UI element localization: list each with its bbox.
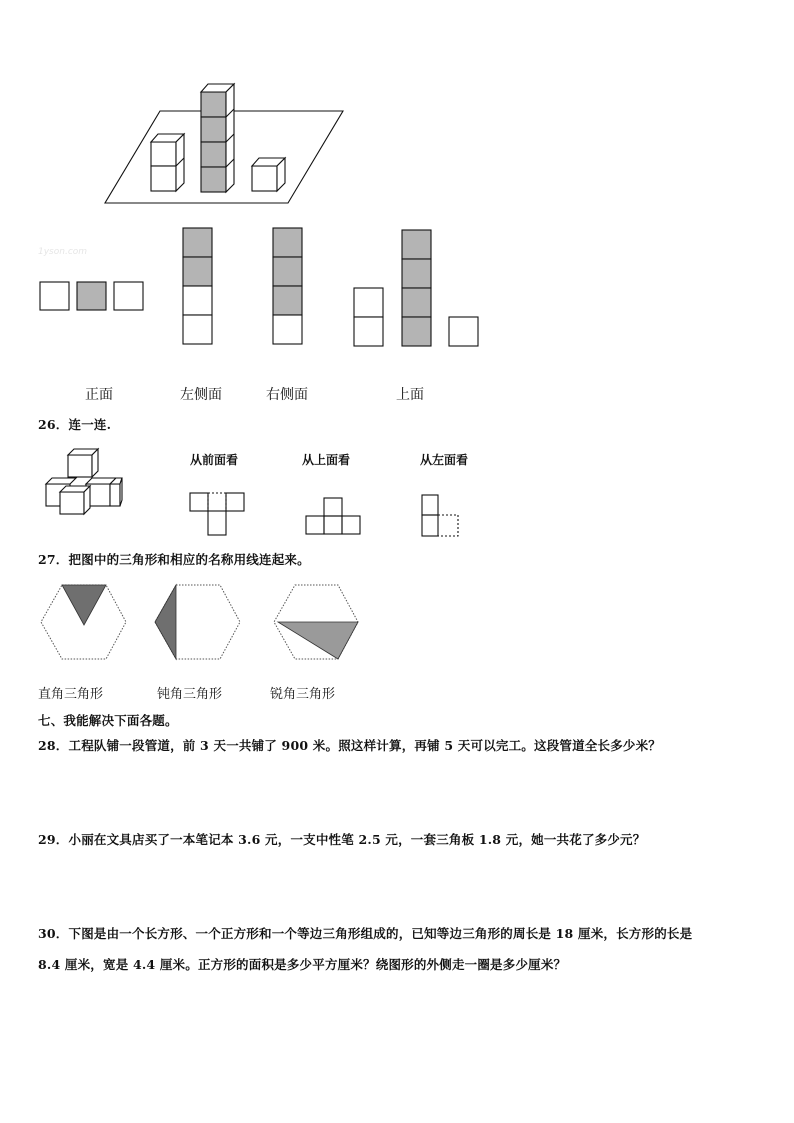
q27-number: 27． bbox=[38, 552, 69, 567]
q29-text: 小丽在文具店买了一本笔记本 3.6 元，一支中性笔 2.5 元，一套三角板 1.8 元，她一共花了多少元？ bbox=[68, 832, 646, 847]
q26-view-shapes bbox=[186, 488, 476, 542]
name-right-triangle[interactable]: 直角三角形 bbox=[38, 687, 104, 702]
q26-text: 连一连. bbox=[68, 417, 112, 432]
triangle-3[interactable] bbox=[278, 622, 358, 659]
q28 bbox=[38, 737, 661, 755]
section-7-title: 七、我能解决下面各题。 bbox=[38, 713, 178, 728]
white-cube-stack-2 bbox=[151, 134, 184, 191]
label-top: 上面 bbox=[396, 387, 424, 403]
right-side-view bbox=[273, 228, 302, 344]
q26-label-front: 从前面看 bbox=[190, 453, 239, 467]
name-obtuse-triangle[interactable]: 钝角三角形 bbox=[157, 687, 223, 702]
q30-line-1 bbox=[38, 925, 692, 943]
left-side-view bbox=[183, 228, 212, 344]
name-acute-triangle[interactable]: 锐角三角形 bbox=[270, 687, 336, 702]
label-right-side: 右侧面 bbox=[266, 387, 308, 403]
q27-text: 把图中的三角形和相应的名称用线连起来。 bbox=[68, 552, 310, 567]
label-front: 正面 bbox=[85, 387, 113, 403]
q28-number: 28． bbox=[38, 738, 69, 753]
triangle-1[interactable] bbox=[62, 585, 106, 625]
q26-view-l bbox=[422, 495, 458, 536]
q29 bbox=[38, 831, 645, 849]
q27-heading bbox=[38, 551, 310, 569]
q30-number: 30． bbox=[38, 926, 69, 941]
cube-plane-figure bbox=[100, 80, 350, 210]
q26-heading bbox=[38, 416, 111, 434]
q30-text-1: 下图是由一个长方形、一个正方形和一个等边三角形组成的，已知等边三角形的周长是 18 厘米，长方形的长是 bbox=[68, 926, 693, 941]
q29-number: 29． bbox=[38, 832, 69, 847]
white-cube-single bbox=[252, 158, 285, 191]
label-left-side: 左侧面 bbox=[180, 387, 222, 403]
top-view bbox=[354, 230, 478, 346]
views-figure bbox=[38, 226, 483, 350]
q26-view-inverted-t bbox=[306, 498, 360, 534]
gray-cube-stack-4 bbox=[201, 84, 234, 192]
triangle-2[interactable] bbox=[155, 585, 176, 659]
q26-number: 26． bbox=[38, 417, 69, 432]
q28-text: 工程队铺一段管道，前 3 天一共铺了 900 米。照这样计算，再铺 5 天可以完工。这段管道全长多少米？ bbox=[68, 738, 662, 753]
q26-label-left: 从左面看 bbox=[420, 453, 469, 467]
q26-label-top: 从上面看 bbox=[302, 453, 351, 467]
q26-solid-figure bbox=[40, 446, 140, 518]
q26-view-t bbox=[190, 493, 244, 535]
q30-line-2: 8.4 厘米，宽是 4.4 厘米。正方形的面积是多少平方厘米？绕图形的外侧走一圈是多少厘米？ bbox=[38, 957, 567, 972]
watermark: 1yson.com bbox=[38, 247, 88, 257]
front-view bbox=[40, 282, 143, 310]
q27-hexagons bbox=[36, 582, 366, 666]
